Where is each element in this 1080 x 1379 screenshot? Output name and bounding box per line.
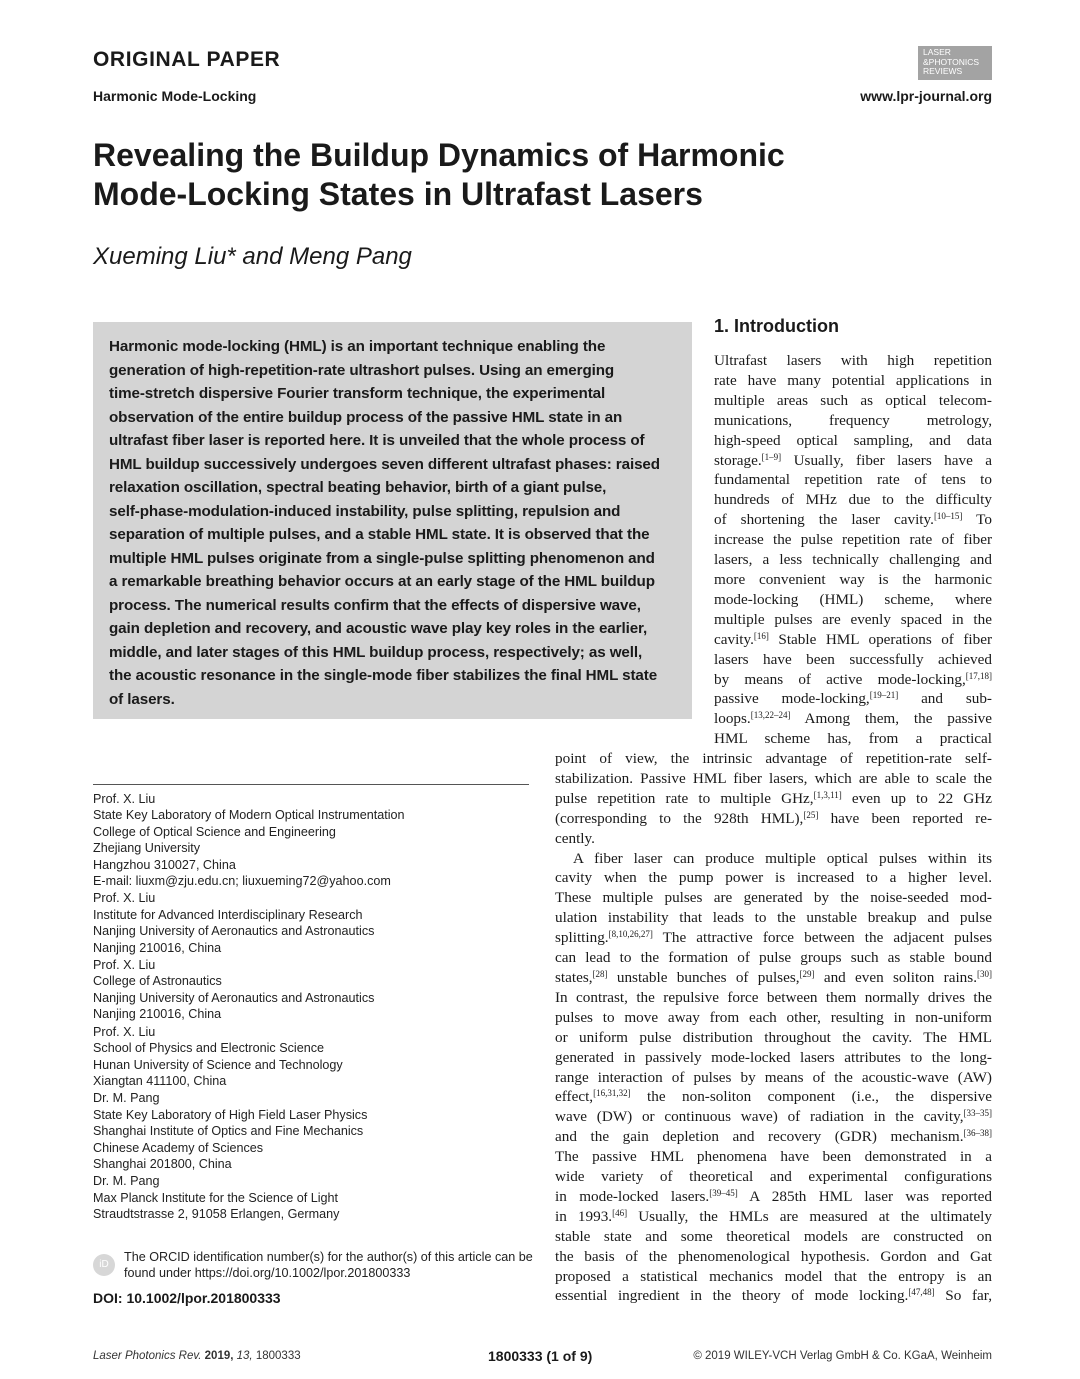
affiliation-line: Nanjing University of Aeronautics and Astronautics: [93, 990, 375, 1005]
text-run: The passive HML phenomena have been demonstrated in a: [555, 1148, 992, 1166]
topic-label: Harmonic Mode-Locking: [93, 88, 257, 104]
text-run: cavity when the pump power is increased to a higher level.: [555, 869, 992, 887]
citation-ref: [1–9]: [761, 451, 782, 462]
text-run: cently.: [555, 829, 595, 847]
journal-logo: [918, 46, 992, 80]
text-run: lasers, a less technically challenging and: [714, 551, 992, 569]
affiliation-divider: [93, 784, 529, 785]
footer-page-number: 1800333 (1 of 9): [488, 1348, 593, 1364]
abstract-line: of lasers.: [109, 690, 175, 708]
text-line: [714, 530, 992, 550]
citation-ref: [47,48]: [908, 1287, 935, 1298]
text-run: point of view, the intrinsic advantage of repetition-rate self-: [555, 750, 992, 767]
affiliation-line: State Key Laboratory of High Field Laser Physics: [93, 1107, 368, 1122]
abstract-line: Harmonic mode-locking (HML) is an important technique enabling the: [109, 338, 606, 355]
text-run: can lead to the formation of pulse groups such as stable bound: [555, 949, 992, 967]
text-line: [714, 689, 992, 709]
text-run: even up to 22 GHz: [841, 789, 992, 807]
text-line: [555, 988, 992, 1008]
text-line: [555, 849, 992, 869]
text-run: stable state and some theoretical models are constructed on: [555, 1227, 992, 1245]
abstract-line: separation of multiple pulses, and a stable HML state. It is observed that the: [109, 526, 650, 543]
affiliation-line: Hunan University of Science and Technology: [93, 1057, 343, 1072]
text-run: The attractive force between the adjacent pulses: [652, 929, 992, 947]
abstract-line: generation of high-repetition-rate ultrashort pulses. Using an emerging: [109, 361, 615, 379]
abstract-line: multiple HML pulses originate from a single-pulse splitting phenomenon and: [109, 549, 655, 567]
text-line: [714, 391, 992, 411]
footer-article-number: 1800333: [255, 1350, 301, 1362]
article-type-label: ORIGINAL PAPER: [93, 48, 281, 71]
affiliation-line: Prof. X. Liu: [93, 891, 156, 906]
doi-link[interactable]: DOI: 10.1002/lpor.201800333: [93, 1290, 281, 1306]
text-line: [714, 590, 992, 610]
citation-ref: [8,10,26,27]: [608, 929, 653, 940]
text-run: increase the pulse repetition rate of fiber: [714, 531, 992, 549]
citation-ref: [33–35]: [963, 1108, 992, 1119]
affiliation-line: College of Optical Science and Engineering: [93, 824, 336, 839]
footer-citation: [93, 1350, 301, 1362]
text-run: Among them, the passive: [790, 710, 992, 728]
text-line: [555, 868, 992, 888]
text-run: mode-locking (HML) scheme, where: [714, 590, 992, 608]
text-line: [714, 510, 992, 530]
intro-text-column-main: [555, 749, 992, 1306]
text-line: [555, 948, 992, 968]
text-run: pulse repetition rate to multiple GHz,: [555, 789, 814, 807]
text-run: multiple pulses are evenly spaced in the: [714, 610, 992, 628]
abstract-line: observation of the entire buildup process of the passive HML state in an: [109, 408, 623, 426]
text-line: [714, 490, 992, 510]
affiliation-line: State Key Laboratory of Modern Optical Instrumentation: [93, 808, 405, 823]
text-line: [714, 550, 992, 570]
text-run: lasers have been successfully achieved: [714, 650, 992, 668]
author-list: Xueming Liu* and Meng Pang: [93, 243, 412, 270]
text-line: [555, 908, 992, 928]
abstract-line: the acoustic resonance in the single-mode fiber stabilizes the final HML state: [109, 667, 658, 684]
affiliation-line: School of Physics and Electronic Science: [93, 1041, 325, 1056]
text-run: proposed a statistical mechanics model that the entropy is an: [555, 1267, 992, 1285]
text-run: and the gain depletion and recovery (GDR) mechanism.: [555, 1128, 964, 1146]
affiliation-line: Dr. M. Pang: [93, 1091, 160, 1106]
text-run: high-speed optical sampling, and data: [714, 431, 992, 449]
footer-copyright: © 2019 WILEY-VCH Verlag GmbH & Co. KGaA, Weinheim: [693, 1350, 992, 1362]
text-line: [555, 1068, 992, 1088]
affiliation-line: Prof. X. Liu: [93, 1024, 156, 1039]
text-line: [555, 888, 992, 908]
text-run: more convenient way is the harmonic: [714, 570, 992, 588]
abstract-line: time-stretch dispersive Fourier transform technique, the experimental: [109, 385, 606, 402]
citation-ref: [46]: [612, 1207, 628, 1218]
text-run: Ultrafast lasers with high repetition: [714, 352, 992, 369]
text-run: or uniform pulse distribution throughout the cavity. The HML: [555, 1028, 992, 1046]
logo-line: REVIEWS: [923, 66, 963, 76]
text-run: A 285th HML laser was reported: [737, 1187, 992, 1205]
text-run: essential ingredient in the theory of mode locking.: [555, 1287, 909, 1305]
text-run: range interaction of pulses by means of the acoustic-wave (AW): [555, 1068, 992, 1086]
text-line: [555, 809, 992, 829]
affiliation-line: Prof. X. Liu: [93, 792, 156, 806]
text-line: [714, 371, 992, 391]
text-run: cavity.: [714, 630, 754, 648]
logo-line: LASER: [923, 47, 951, 57]
text-line: [714, 351, 992, 371]
text-line: [555, 1048, 992, 1068]
affiliation-line: College of Astronautics: [93, 974, 222, 989]
text-run: states,: [555, 968, 593, 986]
text-run: HML scheme has, from a practical: [714, 730, 992, 748]
text-line: [555, 1087, 992, 1107]
title-line: Mode-Locking States in Ultrafast Lasers: [93, 176, 703, 212]
affiliation-block: [93, 791, 533, 889]
citation-ref: [28]: [592, 968, 608, 979]
footer-year: 2019,: [204, 1350, 234, 1362]
text-run: In contrast, the repulsive force between them normally drives the: [555, 988, 992, 1006]
affiliation-block: [93, 1173, 533, 1222]
text-line: [714, 570, 992, 590]
text-line: [555, 1267, 992, 1287]
abstract-line: process. The numerical results confirm that the effects of dispersive wave,: [109, 596, 641, 614]
text-run: splitting.: [555, 929, 609, 947]
text-line: [555, 1008, 992, 1028]
citation-ref: [30]: [977, 968, 992, 979]
text-line: [555, 749, 992, 769]
affiliation-block: [93, 890, 533, 956]
citation-ref: [1,3,11]: [813, 789, 842, 800]
text-line: [714, 451, 992, 471]
text-run: have been reported re-: [818, 809, 992, 827]
abstract-line: HML buildup successively undergoes seven different ultrafast phases: raised: [109, 455, 660, 473]
text-run: A fiber laser can produce multiple optical pulses within its: [573, 849, 992, 867]
text-run: loops.: [714, 710, 751, 728]
text-line: [714, 670, 992, 690]
affiliation-line: Hangzhou 310027, China: [93, 857, 236, 872]
affiliation-line: Institute for Advanced Interdisciplinary Research: [93, 907, 363, 922]
affiliation-block: [93, 957, 533, 1023]
text-run: To: [962, 511, 992, 529]
citation-ref: [25]: [803, 809, 819, 820]
text-run: and sub-: [898, 690, 992, 708]
affiliation-line: Xiangtan 411100, China: [93, 1073, 227, 1088]
text-run: hundreds of MHz due to the difficulty: [714, 491, 992, 509]
text-line: [714, 411, 992, 431]
section-heading-introduction: 1. Introduction: [714, 316, 839, 336]
text-run: (corresponding to the 928th HML),: [555, 809, 804, 827]
text-run: rate have many potential applications in: [714, 371, 992, 389]
abstract-line: middle, and later stages of this HML buildup process, respectively; as well,: [109, 643, 643, 661]
abstract-line: ultrafast fiber laser is reported here. It is unveiled that the whole process of: [109, 432, 645, 449]
affiliation-line: Chinese Academy of Sciences: [93, 1140, 264, 1155]
text-run: the basis of the phenomenological hypothesis. Gordon and Gat: [555, 1247, 992, 1265]
affiliation-line: Dr. M. Pang: [93, 1174, 160, 1189]
text-line: [714, 431, 992, 451]
text-line: [714, 650, 992, 670]
affiliation-line: Prof. X. Liu: [93, 958, 156, 973]
text-run: storage.: [714, 451, 762, 469]
text-line: [714, 610, 992, 630]
abstract-line: self-phase-modulation-induced instability, pulse splitting, repulsion and: [109, 502, 621, 520]
affiliation-line: Shanghai Institute of Optics and Fine Mechanics: [93, 1124, 364, 1139]
citation-ref: [29]: [799, 968, 815, 979]
abstract-line: relaxation oscillation, spectral beating behavior, birth of a giant pulse,: [109, 479, 607, 496]
abstract-line: a remarkable breathing behavior occurs at an early stage of the HML buildup: [109, 573, 655, 590]
text-line: [555, 928, 992, 948]
text-line: [555, 1227, 992, 1247]
text-run: fundamental repetition rate of tens to: [714, 471, 992, 489]
orcid-note: The ORCID identification number(s) for the author(s) of this article can be found under https://doi.org/10.1002/lpor.201800333: [124, 1250, 533, 1281]
citation-ref: [39–45]: [709, 1187, 738, 1198]
text-run: wave (DW) or continuous wave) of radiation in the cavity,: [555, 1108, 964, 1126]
title-line: Revealing the Buildup Dynamics of Harmonic: [93, 137, 785, 173]
footer-volume: 13,: [236, 1350, 253, 1362]
citation-ref: [10–15]: [933, 511, 963, 522]
affiliation-line: Nanjing 210016, China: [93, 1007, 222, 1022]
text-line: [714, 729, 992, 749]
text-run: ulation instability that leads to the unstable breakup and pulse: [555, 909, 992, 927]
text-run: unstable bunches of pulses,: [607, 968, 800, 986]
text-line: [555, 1286, 992, 1306]
intro-text-column-top: [714, 351, 992, 749]
text-line: [555, 1187, 992, 1207]
text-line: [555, 769, 992, 789]
affiliation-line: Shanghai 201800, China: [93, 1156, 232, 1171]
affiliation-gap: [93, 1223, 533, 1224]
citation-ref: [13,22–24]: [750, 710, 791, 721]
orcid-icon[interactable]: iD: [93, 1254, 115, 1276]
text-run: So far,: [934, 1287, 992, 1305]
abstract-line: gain depletion and recovery, and acoustic wave play key roles in the earlier,: [109, 620, 648, 637]
affiliation-line: Nanjing 210016, China: [93, 940, 222, 955]
affiliation-line: Nanjing University of Aeronautics and Astronautics: [93, 924, 375, 939]
text-line: [555, 829, 992, 849]
text-run: the non-soliton component (i.e., the dispersive: [630, 1088, 992, 1106]
abstract-box: [93, 322, 692, 719]
paper-title: [93, 136, 853, 214]
text-line: [555, 1107, 992, 1127]
footer-journal-name: Laser Photonics Rev.: [93, 1350, 202, 1362]
text-run: in mode-locked lasers.: [555, 1187, 710, 1205]
text-line: [555, 968, 992, 988]
citation-ref: [19–21]: [869, 690, 899, 701]
text-run: by means of active mode-locking,: [714, 670, 966, 688]
text-line: [555, 1207, 992, 1227]
text-run: passive mode-locking,: [714, 690, 870, 708]
text-line: [555, 1167, 992, 1187]
affiliation-line: E-mail: liuxm@zju.edu.cn; liuxueming72@yahoo.com: [93, 874, 391, 889]
affiliation-line: Max Planck Institute for the Science of Light: [93, 1190, 339, 1205]
text-run: munications, frequency metrology,: [714, 411, 992, 429]
logo-line: &PHOTONICS: [923, 56, 980, 67]
text-run: generated in passively mode-locked lasers attributes to the long-: [555, 1048, 992, 1066]
citation-ref: [36–38]: [963, 1128, 992, 1139]
affiliation-list: [93, 791, 533, 1224]
affiliation-block: [93, 1090, 533, 1172]
affiliation-line: Straudtstrasse 2, 91058 Erlangen, Germany: [93, 1207, 340, 1222]
text-run: and even soliton rains.: [814, 968, 977, 986]
text-run: Usually, fiber lasers have a: [781, 451, 992, 469]
citation-ref: [16]: [753, 630, 769, 641]
text-run: wide variety of theoretical and experimental configurations: [555, 1168, 992, 1186]
citation-ref: [16,31,32]: [593, 1088, 631, 1099]
text-run: stabilization. Passive HML fiber lasers, which are able to scale the: [555, 769, 992, 787]
text-run: in 1993.: [555, 1207, 613, 1225]
citation-ref: [17,18]: [965, 670, 992, 681]
affiliation-line: Zhejiang University: [93, 841, 201, 856]
text-line: [714, 709, 992, 729]
text-run: of shortening the laser cavity.: [714, 511, 934, 529]
text-run: Usually, the HMLs are measured at the ultimately: [627, 1207, 992, 1225]
text-line: [555, 1028, 992, 1048]
text-line: [555, 789, 992, 809]
text-line: [714, 630, 992, 650]
text-line: [555, 1127, 992, 1147]
journal-url-link[interactable]: www.lpr-journal.org: [860, 88, 992, 104]
text-line: [555, 1147, 992, 1167]
text-run: multiple areas such as optical telecom-: [714, 391, 992, 409]
text-run: pulses to move away from each other, resulting in non-uniform: [555, 1008, 992, 1026]
text-line: [714, 470, 992, 490]
text-run: These multiple pulses are generated by the noise-seeded mod-: [555, 889, 992, 907]
affiliation-block: [93, 1024, 533, 1090]
text-run: Stable HML operations of fiber: [768, 630, 992, 648]
text-run: effect,: [555, 1088, 594, 1106]
text-line: [555, 1247, 992, 1267]
